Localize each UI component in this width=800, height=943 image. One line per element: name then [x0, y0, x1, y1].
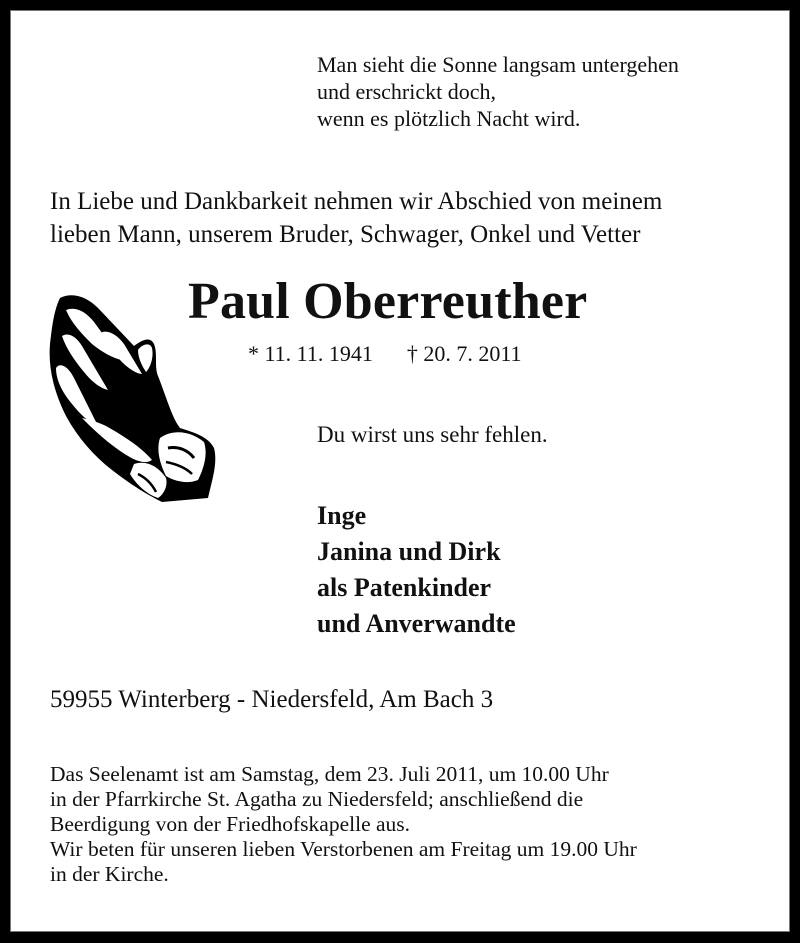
mourner-line: als Patenkinder [317, 573, 492, 602]
poem-line: wenn es plötzlich Nacht wird. [317, 106, 581, 131]
service-line: Beerdigung von der Friedhofskapelle aus. [50, 812, 411, 836]
mourner-line: Janina und Dirk [317, 537, 501, 566]
poem-line: und erschrickt doch, [317, 79, 496, 104]
service-line: Wir beten für unseren lieben Verstorbenen am Freitag um 19.00 Uhr [50, 837, 637, 861]
mourners-list [317, 498, 516, 642]
farewell-text: Du wirst uns sehr fehlen. [317, 422, 548, 447]
death-dagger-symbol: † [406, 341, 418, 366]
death-date: 20. 7. 2011 [423, 341, 522, 366]
intro-text [50, 185, 662, 251]
poem-line: Man sieht die Sonne langsam untergehen [317, 52, 679, 77]
intro-line: lieben Mann, unserem Bruder, Schwager, Onkel und Vetter [50, 221, 641, 248]
birth-date: 11. 11. 1941 [264, 341, 373, 366]
mourner-line: Inge [317, 501, 367, 530]
intro-line: In Liebe und Dankbarkeit nehmen wir Abschied von meinem [50, 188, 663, 215]
service-line: in der Kirche. [50, 862, 169, 886]
service-line: Das Seelenamt ist am Samstag, dem 23. Juli 2011, um 10.00 Uhr [50, 762, 609, 786]
service-line: in der Pfarrkirche St. Agatha zu Niedersfeld; anschließend die [50, 787, 584, 811]
life-dates [248, 339, 522, 369]
family-address: 59955 Winterberg - Niedersfeld, Am Bach 3 [50, 686, 494, 713]
obituary-notice [10, 10, 790, 932]
deceased-name: Paul Oberreuther [188, 273, 588, 330]
service-details [50, 762, 637, 887]
mourner-line: und Anverwandte [317, 609, 516, 638]
poem-quote [317, 51, 679, 132]
birth-star-symbol: * [248, 341, 259, 366]
